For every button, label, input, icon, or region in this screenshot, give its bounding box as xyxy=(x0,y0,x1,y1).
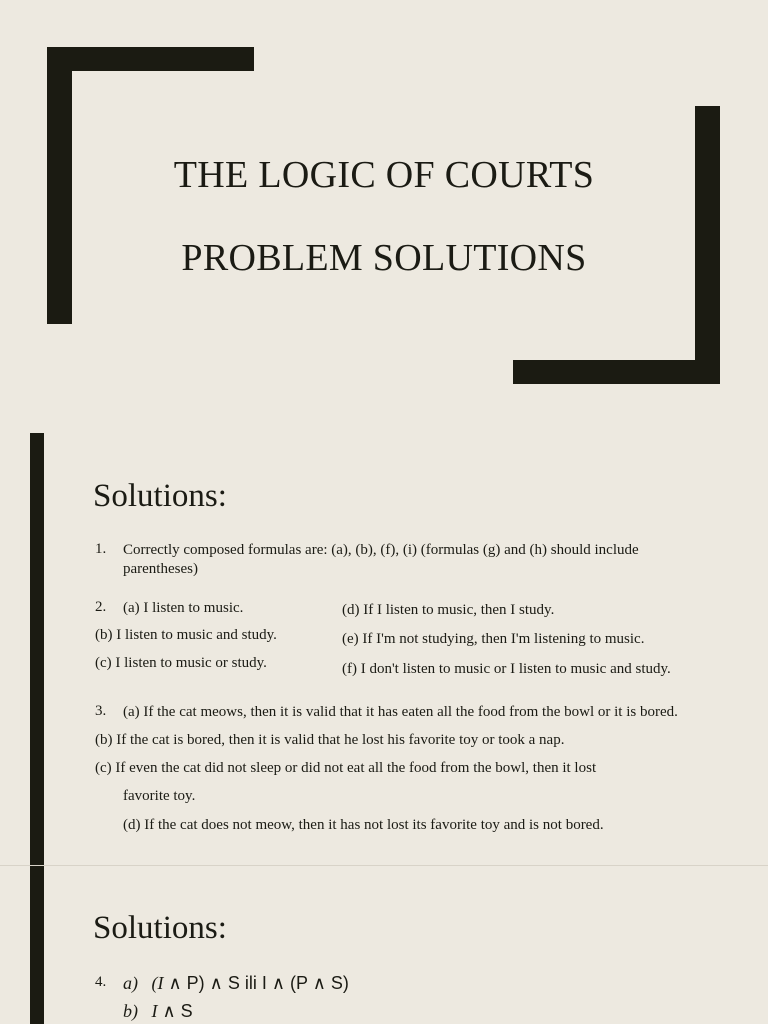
item3-d: (d) If the cat does not meow, then it has not lost its favorite toy and is not bored. xyxy=(123,817,604,833)
item1-line2: parentheses) xyxy=(123,561,198,577)
item4-a xyxy=(123,972,349,994)
item2-c: (c) I listen to music or study. xyxy=(95,655,267,671)
item2-e: (e) If I'm not studying, then I'm listening to music. xyxy=(342,631,645,647)
corner-bracket-top-left-horizontal xyxy=(47,47,254,71)
item3-a: (a) If the cat meows, then it is valid that it has eaten all the food from the bowl or it is bored. xyxy=(123,704,678,720)
slide3-accent-bar xyxy=(30,866,44,1024)
item4-b-var: I xyxy=(151,1001,158,1021)
corner-bracket-bottom-right-horizontal xyxy=(513,360,720,384)
item4-b-formula: ∧ S xyxy=(157,1001,193,1021)
item4-a-formula: ∧ P) ∧ S ili I ∧ (P ∧ S) xyxy=(163,973,349,993)
item4-a-label: a) xyxy=(123,973,138,993)
item4-b xyxy=(123,1000,193,1022)
item2-f: (f) I don't listen to music or I listen to music and study. xyxy=(342,661,671,677)
item2-b: (b) I listen to music and study. xyxy=(95,627,277,643)
item4-b-label: b) xyxy=(123,1001,138,1021)
item1-line1: Correctly composed formulas are: (a), (b), (f), (i) (formulas (g) and (h) should include xyxy=(123,542,639,558)
title-slide xyxy=(0,0,768,432)
slide-title-line-1: THE LOGIC OF COURTS xyxy=(173,154,595,196)
item3-c-line2: favorite toy. xyxy=(123,788,196,804)
slide2-accent-bar xyxy=(30,433,44,865)
item2-d: (d) If I listen to music, then I study. xyxy=(342,602,555,618)
item3-b: (b) If the cat is bored, then it is valid that he lost his favorite toy or took a nap. xyxy=(95,732,565,748)
slide2-heading: Solutions: xyxy=(93,478,227,514)
slide-title-line-2: PROBLEM SOLUTIONS xyxy=(181,237,587,279)
item3-c-line1: (c) If even the cat did not sleep or did not eat all the food from the bowl, then it lost xyxy=(95,760,597,776)
slide3-heading: Solutions: xyxy=(93,910,227,946)
item4-a-var: I xyxy=(157,973,164,993)
item4-a-paren: ( xyxy=(151,973,158,993)
item3-number: 3. xyxy=(95,703,107,719)
slide-divider xyxy=(0,865,768,866)
item2-a: (a) I listen to music. xyxy=(123,600,244,616)
item2-number: 2. xyxy=(95,599,107,615)
item1-number: 1. xyxy=(95,541,107,557)
item4-number: 4. xyxy=(95,974,107,990)
